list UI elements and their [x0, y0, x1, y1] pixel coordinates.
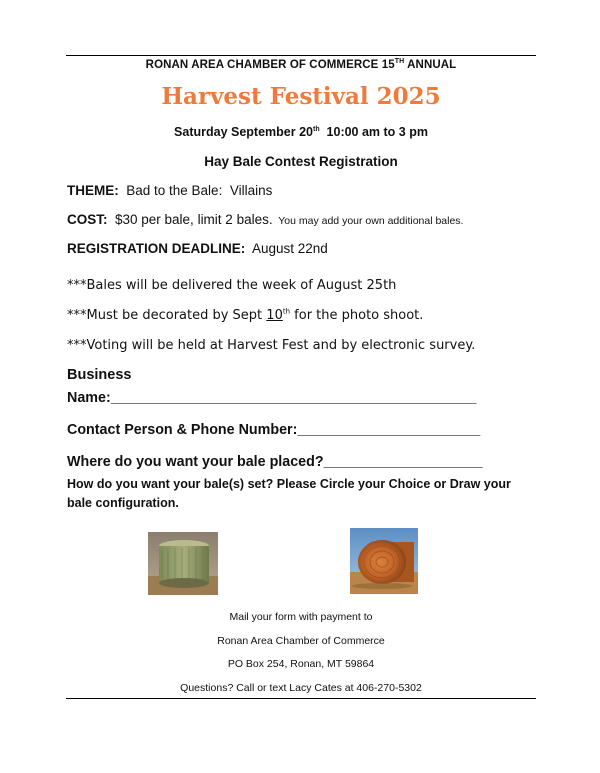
contact-info: Questions? Call or text Lacy Cates at 406-270-5302 [180, 682, 422, 694]
hay-bale-side-image[interactable] [350, 528, 418, 594]
bottom-rule [66, 698, 536, 699]
organization-name: Ronan Area Chamber of Commerce [217, 635, 385, 647]
theme-line: THEME: Bad to the Bale: Villains [67, 183, 273, 198]
cost-line: COST: $30 per bale, limit 2 bales. You may add your own additional bales. [67, 212, 464, 227]
placement-field[interactable]: Where do you want your bale placed?____________________ [67, 454, 483, 470]
mail-instructions: Mail your form with payment to [229, 611, 373, 623]
note-voting: ***Voting will be held at Harvest Fest and by electronic survey. [67, 338, 476, 353]
page-title: Harvest Festival 2025 [161, 83, 441, 110]
note-decorated: ***Must be decorated by Sept 10th for the photo shoot. [67, 307, 424, 323]
deadline-line: REGISTRATION DEADLINE: August 22nd [67, 241, 328, 256]
mailing-address: PO Box 254, Ronan, MT 59864 [227, 658, 375, 670]
business-name-field[interactable]: Name:______________________________________________ [67, 390, 477, 406]
contest-title: Hay Bale Contest Registration [204, 154, 398, 169]
top-rule [66, 55, 536, 56]
chamber-header: RONAN AREA CHAMBER OF COMMERCE 15TH ANNUAL [145, 58, 457, 71]
contact-field[interactable]: Contact Person & Phone Number:_______________________ [67, 422, 481, 438]
business-label: Business [67, 367, 132, 383]
note-delivery: ***Bales will be delivered the week of August 25th [67, 278, 397, 293]
bale-set-question: How do you want your bale(s) set? Please Circle your Choice or Draw your bale configuration. [67, 477, 511, 510]
hay-bale-upright-image[interactable] [148, 532, 218, 595]
event-date: Saturday September 20th 10:00 am to 3 pm [174, 125, 428, 139]
